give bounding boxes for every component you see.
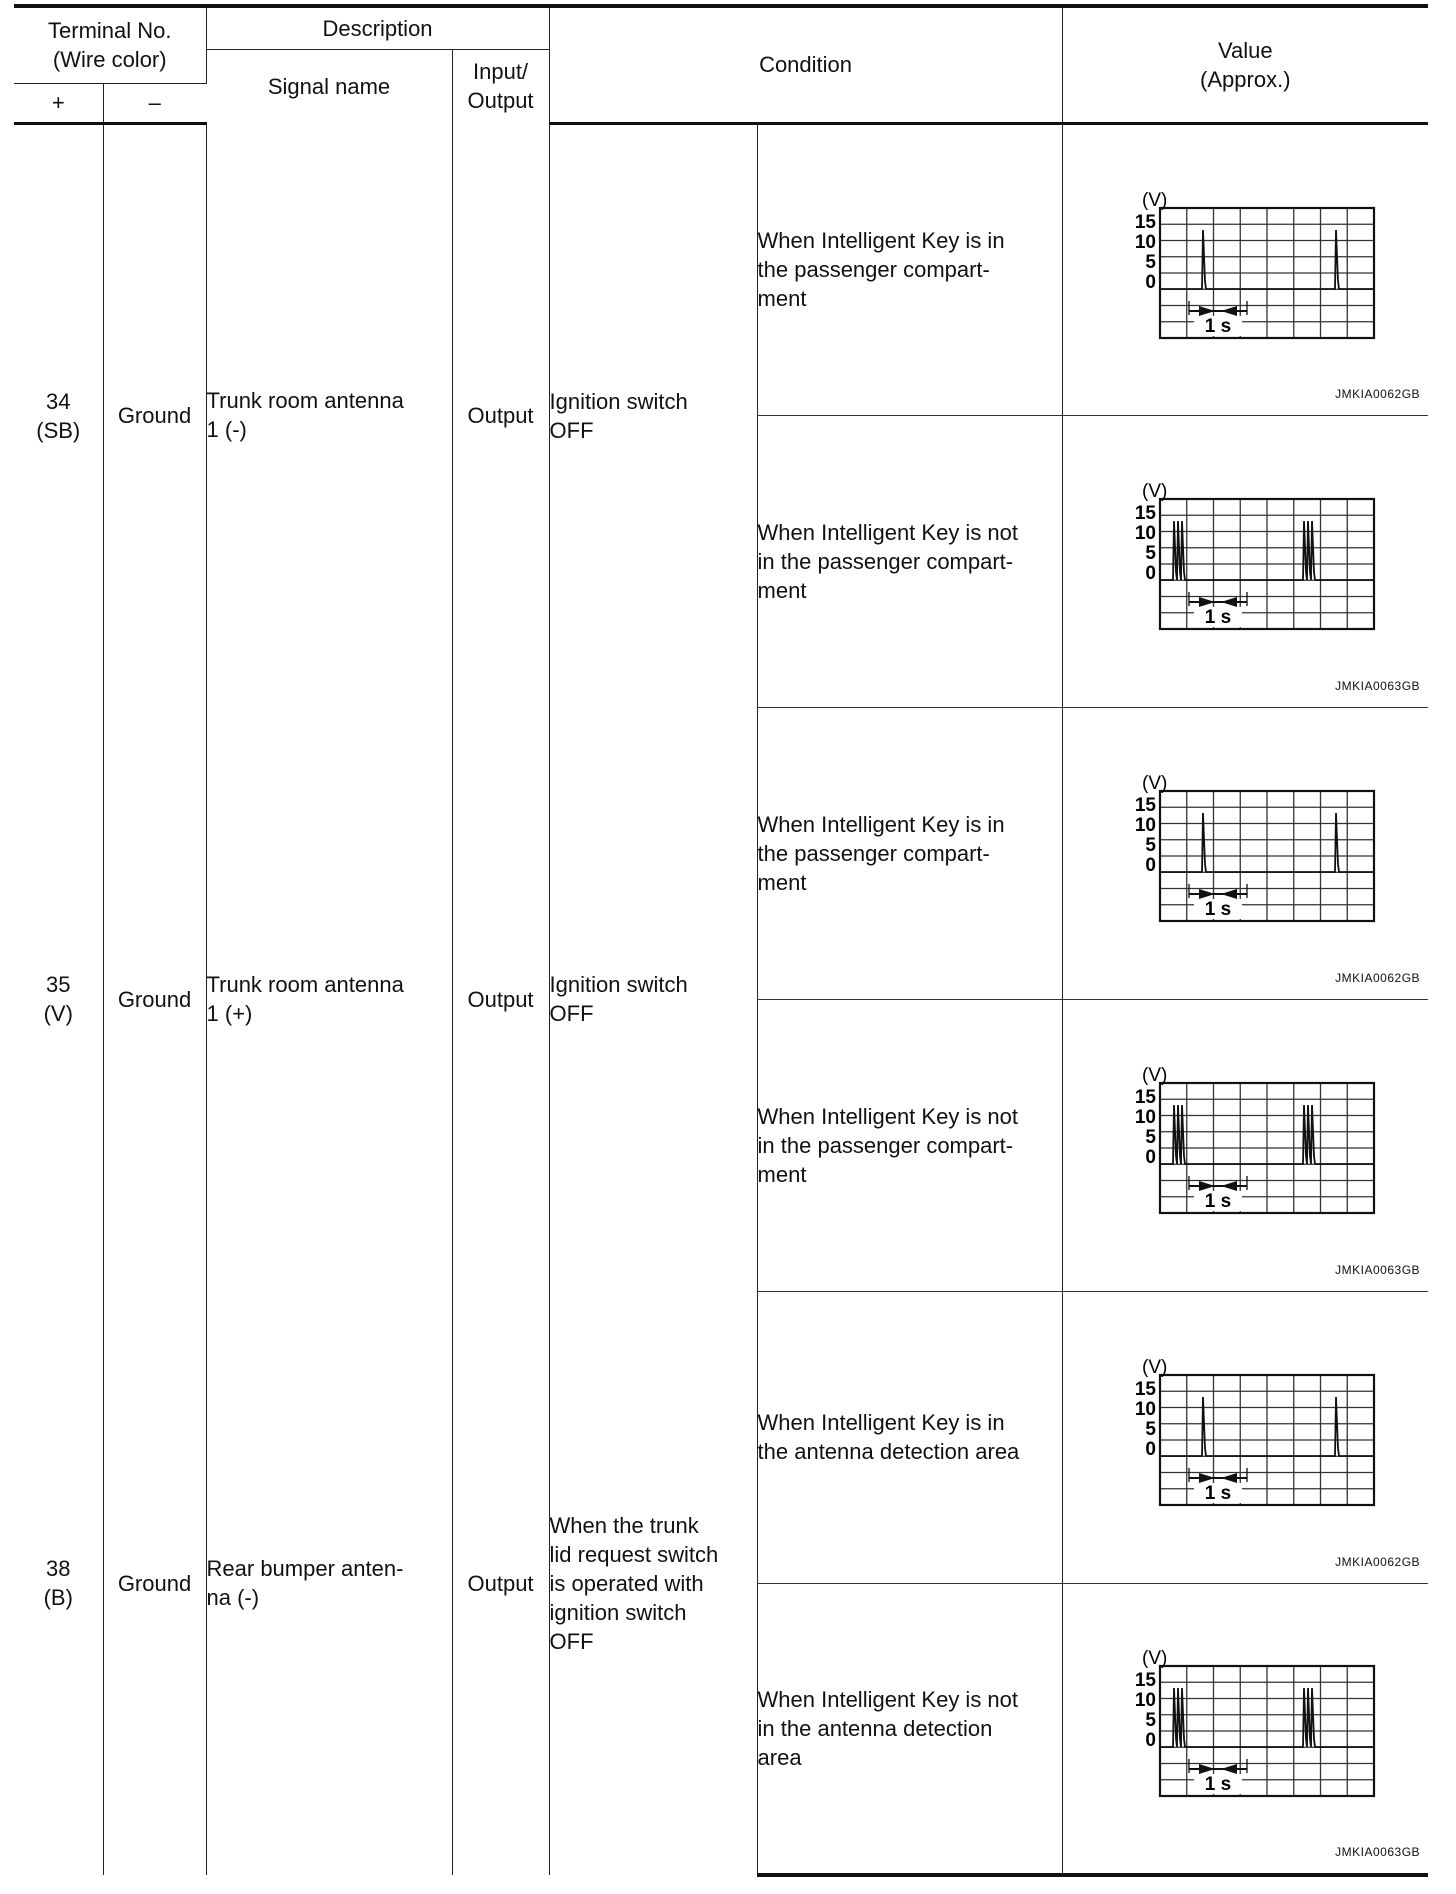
main-condition-cell [549, 1291, 757, 1875]
figure-code: JMKIA0062GB [1335, 1554, 1421, 1569]
sub-condition-cell [757, 707, 1062, 999]
condition-line: OFF [549, 1001, 594, 1026]
time-arrow-left [1221, 1473, 1237, 1483]
time-scale-label: 1 s [1205, 315, 1232, 337]
volt-unit-label: (V) [1142, 1065, 1168, 1086]
figure-code: JMKIA0063GB [1335, 1262, 1421, 1277]
condition-line: When the trunk [549, 1512, 699, 1538]
value-waveform-cell [1062, 999, 1428, 1291]
time-arrow-left [1221, 1764, 1237, 1774]
sub-condition-cell [757, 1291, 1062, 1583]
time-scale-label: 1 s [1205, 607, 1232, 628]
volt-tick-label: 15 [1135, 795, 1157, 816]
time-scale-label: 1 s [1205, 1191, 1232, 1212]
volt-unit-label: (V) [1142, 481, 1168, 502]
waveform-grid [1160, 208, 1374, 338]
signal-name-line: Trunk room antenna [206, 388, 404, 413]
figure-code: JMKIA0062GB [1335, 386, 1421, 401]
time-arrow-right [1199, 889, 1215, 899]
terminal-number: 34 [46, 388, 71, 414]
ground-terminal-cell: Ground [103, 707, 206, 1291]
volt-unit-label: (V) [1142, 773, 1168, 794]
single-pulse-waveform [1085, 170, 1405, 370]
volt-tick-label: 15 [1135, 211, 1157, 233]
value-header: Value (Approx.) [1062, 6, 1428, 123]
value-waveform-cell [1062, 123, 1428, 415]
value-waveform-cell [1062, 707, 1428, 999]
input-output-cell: Output [452, 1291, 549, 1875]
volt-tick-label: 0 [1145, 1147, 1157, 1168]
signal-name-line: Trunk room antenna [206, 972, 404, 997]
table-body [14, 123, 1428, 1875]
sub-condition-line: the antenna detection area [757, 1439, 1020, 1464]
terminal-spec-page [14, 4, 1428, 1884]
time-scale-label: 1 s [1205, 1774, 1232, 1796]
table-row [14, 1291, 1428, 1583]
time-arrow-left [1221, 597, 1237, 607]
sub-condition-line: ment [757, 577, 807, 603]
description-header: Description [206, 6, 549, 49]
single-pulse-waveform [1085, 1337, 1405, 1537]
ground-terminal-cell: Ground [103, 1291, 206, 1875]
signal-name-cell [206, 1291, 452, 1875]
volt-tick-label: 0 [1145, 1439, 1157, 1460]
condition-header: Condition [549, 6, 1062, 123]
time-scale-label: 1 s [1205, 899, 1232, 920]
sub-condition-line: When Intelligent Key is not [757, 519, 1019, 545]
sub-condition-cell [757, 1583, 1062, 1875]
input-output-cell: Output [452, 123, 549, 707]
volt-tick-label: 5 [1145, 835, 1157, 856]
terminal-number: 38 [46, 1556, 71, 1581]
table-row [14, 707, 1428, 999]
condition-line: OFF [549, 1628, 594, 1654]
volt-tick-label: 5 [1145, 543, 1157, 564]
condition-line: is operated with [549, 1570, 704, 1596]
sub-condition-line: in the antenna detection [757, 1715, 993, 1741]
condition-line: Ignition switch [549, 972, 688, 997]
volt-tick-label: 10 [1135, 523, 1157, 544]
sub-condition-cell [757, 123, 1062, 415]
table-header [14, 6, 1428, 123]
time-arrow-right [1199, 1473, 1215, 1483]
figure-code: JMKIA0062GB [1335, 970, 1421, 985]
sub-condition-line: When Intelligent Key is not [757, 1103, 1019, 1129]
sub-condition-line: ment [757, 1161, 807, 1187]
waveform-grid [1160, 1083, 1374, 1213]
time-arrow-right [1199, 306, 1215, 316]
main-condition-cell [549, 123, 757, 707]
volt-tick-label: 5 [1145, 251, 1157, 273]
ground-terminal-cell: Ground [103, 123, 206, 707]
volt-tick-label: 5 [1145, 1127, 1157, 1148]
terminal-number-cell [14, 1291, 103, 1875]
sub-condition-line: When Intelligent Key is in [757, 811, 1005, 837]
time-arrow-right [1199, 1764, 1215, 1774]
signal-name-cell [206, 123, 452, 707]
terminal-no-header: Terminal No. (Wire color) [14, 6, 206, 83]
burst-pulse-waveform [1085, 1628, 1405, 1828]
condition-line: Ignition switch [549, 388, 688, 414]
single-pulse-waveform [1085, 753, 1405, 953]
sub-condition-line: ment [757, 286, 807, 311]
volt-tick-label: 5 [1145, 1419, 1157, 1440]
sub-condition-line: When Intelligent Key is not [757, 1686, 1019, 1712]
signal-name-line: 1 (+) [206, 1001, 253, 1026]
volt-tick-label: 10 [1135, 231, 1157, 253]
burst-pulse-waveform [1085, 1045, 1405, 1245]
value-waveform-cell [1062, 1291, 1428, 1583]
terminal-number: 35 [46, 972, 71, 997]
volt-unit-label: (V) [1142, 1357, 1168, 1378]
wire-color: (B) [43, 1585, 73, 1610]
signal-name-cell [206, 707, 452, 1291]
signal-name-line: Rear bumper anten- [206, 1556, 404, 1581]
time-arrow-left [1221, 1181, 1237, 1191]
waveform-grid [1160, 499, 1374, 629]
minus-terminal-header: – [103, 83, 206, 123]
volt-tick-label: 0 [1145, 563, 1157, 584]
sub-condition-line: in the passenger compart- [757, 1132, 1014, 1158]
table-row [14, 123, 1428, 415]
sub-condition-line: ment [757, 869, 807, 895]
input-output-header: Input/ Output [452, 49, 549, 123]
time-arrow-right [1199, 1181, 1215, 1191]
sub-condition-line: When Intelligent Key is in [757, 228, 1005, 253]
wire-color: (SB) [36, 417, 81, 443]
signal-name-line: 1 (-) [206, 417, 247, 442]
figure-code: JMKIA0063GB [1335, 678, 1421, 693]
sub-condition-line: in the passenger compart- [757, 548, 1014, 574]
time-arrow-left [1221, 889, 1237, 899]
signal-name-header: Signal name [206, 49, 452, 123]
volt-unit-label: (V) [1142, 189, 1168, 211]
input-output-cell: Output [452, 707, 549, 1291]
terminal-number-cell [14, 707, 103, 1291]
volt-tick-label: 15 [1135, 1379, 1157, 1400]
time-arrow-left [1221, 306, 1237, 316]
volt-tick-label: 0 [1145, 271, 1157, 293]
sub-condition-line: the passenger compart- [757, 257, 990, 282]
volt-tick-label: 10 [1135, 1690, 1157, 1712]
figure-code: JMKIA0063GB [1335, 1845, 1421, 1859]
burst-pulse-waveform [1085, 461, 1405, 661]
sub-condition-line: the passenger compart- [757, 840, 990, 866]
volt-tick-label: 0 [1145, 1730, 1157, 1752]
volt-tick-label: 10 [1135, 1107, 1157, 1128]
volt-tick-label: 0 [1145, 855, 1157, 876]
waveform-grid [1160, 1666, 1374, 1796]
plus-terminal-header: + [14, 83, 103, 123]
sub-condition-cell [757, 415, 1062, 707]
volt-tick-label: 15 [1135, 1670, 1157, 1692]
waveform-grid [1160, 791, 1374, 921]
value-waveform-cell [1062, 1583, 1428, 1875]
condition-line: lid request switch [549, 1541, 719, 1567]
terminal-spec-table [14, 4, 1428, 1877]
time-arrow-right [1199, 597, 1215, 607]
wire-color: (V) [43, 1001, 73, 1026]
waveform-grid [1160, 1375, 1374, 1505]
volt-tick-label: 10 [1135, 1399, 1157, 1420]
signal-name-line: na (-) [206, 1585, 260, 1610]
terminal-number-cell [14, 123, 103, 707]
sub-condition-line: area [757, 1744, 802, 1770]
condition-line: OFF [549, 417, 594, 443]
volt-tick-label: 15 [1135, 1087, 1157, 1108]
time-scale-label: 1 s [1205, 1483, 1232, 1504]
volt-tick-label: 5 [1145, 1710, 1157, 1732]
condition-line: ignition switch [549, 1599, 687, 1625]
main-condition-cell [549, 707, 757, 1291]
sub-condition-line: When Intelligent Key is in [757, 1410, 1005, 1435]
volt-unit-label: (V) [1142, 1648, 1168, 1670]
sub-condition-cell [757, 999, 1062, 1291]
value-waveform-cell [1062, 415, 1428, 707]
volt-tick-label: 10 [1135, 815, 1157, 836]
volt-tick-label: 15 [1135, 503, 1157, 524]
